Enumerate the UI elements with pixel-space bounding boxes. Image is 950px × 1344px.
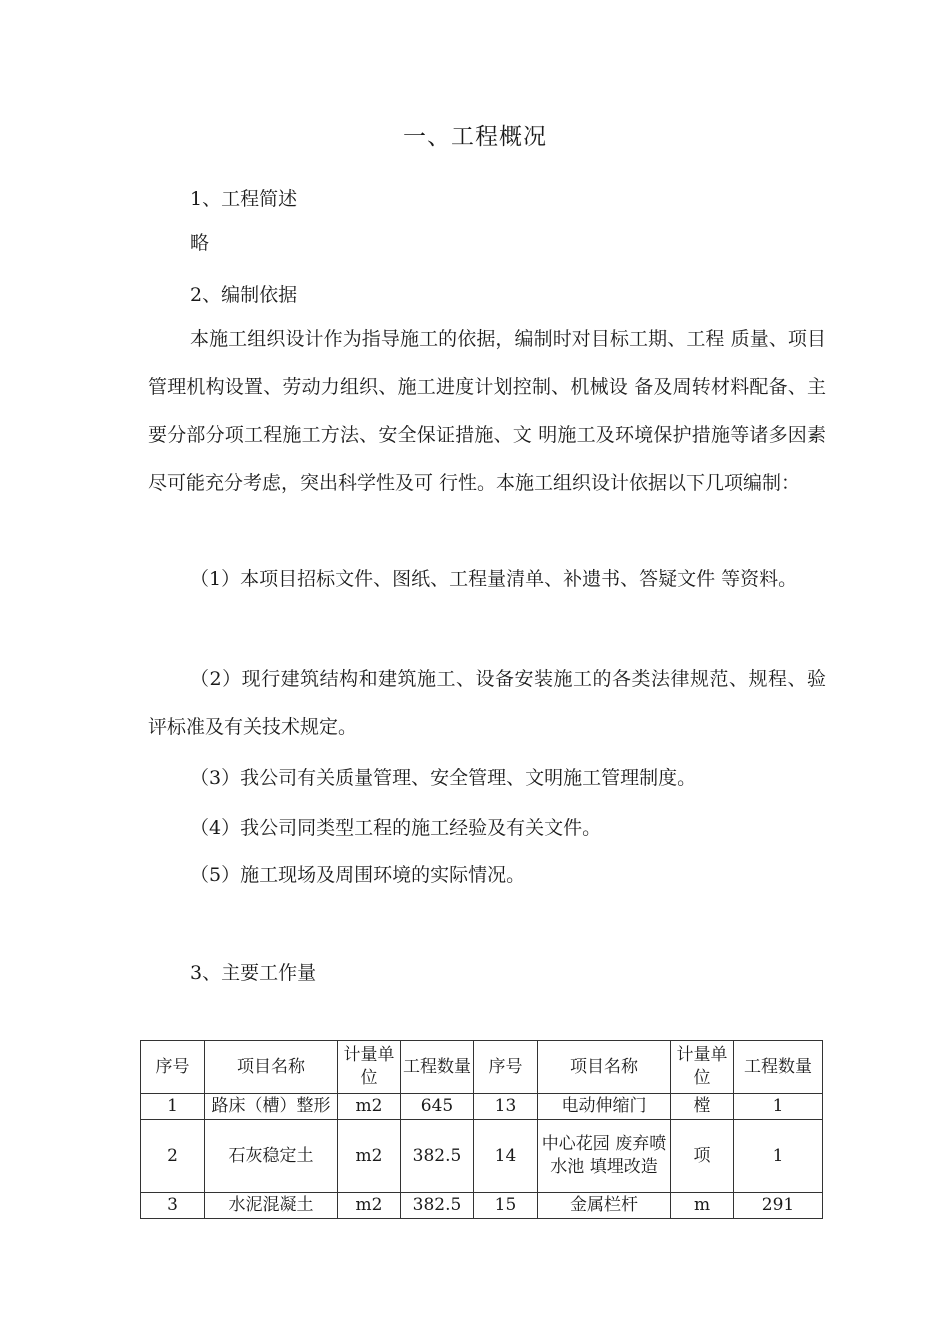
header-cell: 项目名称 [538,1041,671,1094]
table-cell: 金属栏杆 [538,1193,671,1219]
section-1-body: 略 [190,232,210,254]
table-cell: 石灰稳定土 [205,1120,338,1193]
table-cell: 樘 [671,1094,734,1120]
table-cell: 电动伸缩门 [538,1094,671,1120]
table-cell: 水泥混凝土 [205,1193,338,1219]
table-row [141,1193,823,1219]
table-cell: 382.5 [401,1193,474,1219]
table-cell: m2 [338,1193,401,1219]
header-cell: 计量单位 [338,1041,401,1094]
section-2-heading: 2、编制依据 [190,284,298,306]
header-cell: 序号 [141,1041,205,1094]
table-cell: m [671,1193,734,1219]
table-header-row [141,1041,823,1094]
table-cell: 382.5 [401,1120,474,1193]
table-row [141,1094,823,1120]
table-cell: 291 [734,1193,823,1219]
table-cell: m2 [338,1120,401,1193]
table-cell: 中心花园 废弃喷水池 填埋改造 [538,1120,671,1193]
table-cell: m2 [338,1094,401,1120]
table-cell: 14 [474,1120,538,1193]
header-cell: 计量单位 [671,1041,734,1094]
table-cell: 15 [474,1193,538,1219]
table-cell: 645 [401,1094,474,1120]
table-cell: 2 [141,1120,205,1193]
basis-item-3: （3）我公司有关质量管理、安全管理、文明施工管理制度。 [190,767,697,789]
basis-item-5: （5）施工现场及周围环境的实际情况。 [190,864,526,886]
table-cell: 3 [141,1193,205,1219]
basis-item-1: （1）本项目招标文件、图纸、工程量清单、补遗书、答疑文件 等资料。 [190,568,798,590]
table-cell: 1 [141,1094,205,1120]
section-1-heading: 1、工程简述 [190,188,298,210]
header-cell: 序号 [474,1041,538,1094]
table-cell: 13 [474,1094,538,1120]
table-cell: 项 [671,1120,734,1193]
header-cell: 工程数量 [734,1041,823,1094]
header-cell: 工程数量 [401,1041,474,1094]
basis-item-4: （4）我公司同类型工程的施工经验及有关文件。 [190,817,602,839]
section-2-intro: 本施工组织设计作为指导施工的依据，编制时对目标工期、工程 质量、项目管理机构设置、劳动力组织、施工进度计划控制、机械设 备及周转材料配备、主要分部分项工程施工方法、安全保证措施、文 明施工及环境保护措施等诸多因素尽可能充分考虑，突出科学性及可 行性。本施工组织设计依据以下几项编制： [148,328,826,494]
workload-table [140,1040,823,1219]
basis-item-2: （2）现行建筑结构和建筑施工、设备安装施工的各类法律规范、规程、验评标准及有关技术规定。 [148,668,826,738]
section-3-heading: 3、主要工作量 [190,962,317,984]
table-cell: 1 [734,1120,823,1193]
table-cell: 路床（槽）整形 [205,1094,338,1120]
page-title: 一、工程概况 [403,124,547,150]
table-cell: 1 [734,1094,823,1120]
header-cell: 项目名称 [205,1041,338,1094]
table-row [141,1120,823,1193]
